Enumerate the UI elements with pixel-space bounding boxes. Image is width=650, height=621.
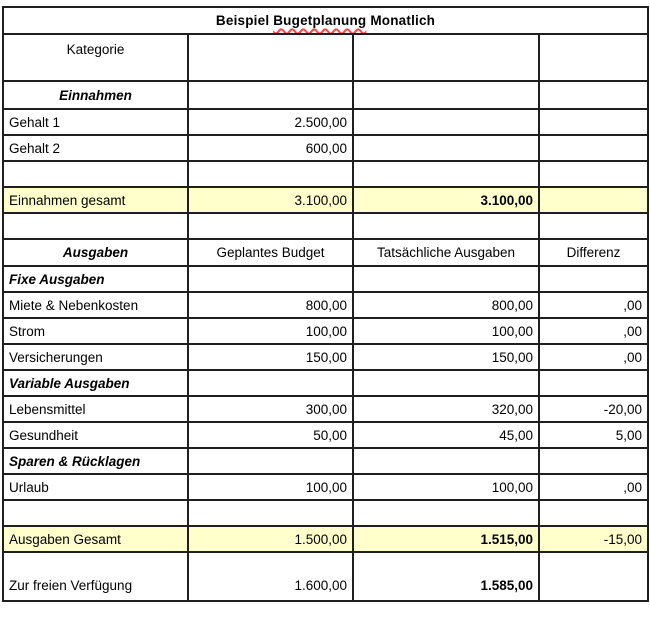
cell[interactable] xyxy=(353,81,539,109)
cell-planned[interactable]: 2.500,00 xyxy=(188,109,353,135)
cell[interactable] xyxy=(3,161,188,187)
cell[interactable] xyxy=(539,161,648,187)
cell-actual[interactable] xyxy=(353,135,539,161)
cell-actual[interactable]: 3.100,00 xyxy=(353,187,539,213)
cell[interactable] xyxy=(3,500,188,526)
cell-actual[interactable]: 320,00 xyxy=(353,396,539,422)
cell[interactable] xyxy=(188,370,353,396)
section-header-row xyxy=(3,266,648,292)
cell-label[interactable]: Versicherungen xyxy=(3,344,188,370)
empty-row xyxy=(3,161,648,187)
cell-label[interactable]: Ausgaben Gesamt xyxy=(3,526,188,552)
column-header-planned[interactable]: Geplantes Budget xyxy=(188,239,353,266)
cell-difference[interactable]: ,00 xyxy=(539,318,648,344)
cell[interactable] xyxy=(188,448,353,474)
cell-label[interactable]: Gesundheit xyxy=(3,422,188,448)
cell[interactable] xyxy=(539,370,648,396)
table-row xyxy=(3,474,648,500)
income-section-row xyxy=(3,81,648,109)
section-header-cell[interactable]: Fixe Ausgaben xyxy=(3,266,188,292)
cell-planned[interactable]: 300,00 xyxy=(188,396,353,422)
section-header-cell[interactable]: Variable Ausgaben xyxy=(3,370,188,396)
cell-planned[interactable]: 3.100,00 xyxy=(188,187,353,213)
category-header-cell[interactable]: Kategorie xyxy=(3,34,188,81)
cell-actual[interactable]: 100,00 xyxy=(353,318,539,344)
title-misspelled-word: Bugetplanung xyxy=(273,13,367,28)
cell-planned[interactable]: 50,00 xyxy=(188,422,353,448)
expenses-header-row xyxy=(3,239,648,266)
table-row xyxy=(3,344,648,370)
section-header-cell[interactable]: Sparen & Rücklagen xyxy=(3,448,188,474)
cell-actual[interactable]: 45,00 xyxy=(353,422,539,448)
expenses-total-row xyxy=(3,526,648,552)
cell[interactable] xyxy=(188,34,353,81)
table-row xyxy=(3,292,648,318)
cell-label[interactable]: Lebensmittel xyxy=(3,396,188,422)
table-row xyxy=(3,396,648,422)
cell-planned[interactable]: 1.600,00 xyxy=(188,552,353,601)
cell-difference[interactable]: -15,00 xyxy=(539,526,648,552)
budget-table xyxy=(2,6,649,602)
cell-actual[interactable]: 150,00 xyxy=(353,344,539,370)
cell[interactable] xyxy=(353,34,539,81)
title-row xyxy=(3,7,648,34)
cell[interactable] xyxy=(188,81,353,109)
cell[interactable] xyxy=(188,500,353,526)
cell[interactable] xyxy=(188,161,353,187)
cell[interactable] xyxy=(353,161,539,187)
cell-actual[interactable] xyxy=(353,109,539,135)
sheet-title-cell[interactable] xyxy=(3,7,648,34)
empty-row xyxy=(3,500,648,526)
income-section-label[interactable]: Einnahmen xyxy=(3,81,188,109)
category-header-row xyxy=(3,34,648,81)
cell-label[interactable]: Strom xyxy=(3,318,188,344)
title-suffix: Monatlich xyxy=(366,13,436,28)
cell-label[interactable]: Zur freien Verfügung xyxy=(3,552,188,601)
cell[interactable] xyxy=(539,448,648,474)
empty-row xyxy=(3,213,648,239)
cell-difference[interactable]: ,00 xyxy=(539,344,648,370)
section-header-row xyxy=(3,448,648,474)
cell[interactable] xyxy=(353,370,539,396)
cell[interactable] xyxy=(353,213,539,239)
cell[interactable] xyxy=(188,213,353,239)
section-header-row xyxy=(3,370,648,396)
cell[interactable] xyxy=(353,266,539,292)
table-row xyxy=(3,109,648,135)
cell-planned[interactable]: 1.500,00 xyxy=(188,526,353,552)
cell[interactable] xyxy=(539,34,648,81)
cell-label[interactable]: Miete & Nebenkosten xyxy=(3,292,188,318)
column-header-actual[interactable]: Tatsächliche Ausgaben xyxy=(353,239,539,266)
cell[interactable] xyxy=(353,448,539,474)
cell-planned[interactable]: 800,00 xyxy=(188,292,353,318)
cell[interactable] xyxy=(188,266,353,292)
cell-label[interactable]: Gehalt 1 xyxy=(3,109,188,135)
cell-difference[interactable] xyxy=(539,135,648,161)
cell-difference[interactable]: 5,00 xyxy=(539,422,648,448)
cell-label[interactable]: Urlaub xyxy=(3,474,188,500)
cell[interactable] xyxy=(539,266,648,292)
cell-planned[interactable]: 150,00 xyxy=(188,344,353,370)
cell-label[interactable]: Einnahmen gesamt xyxy=(3,187,188,213)
cell-difference[interactable] xyxy=(539,109,648,135)
cell[interactable] xyxy=(539,213,648,239)
cell-planned[interactable]: 600,00 xyxy=(188,135,353,161)
cell-difference[interactable]: -20,00 xyxy=(539,396,648,422)
cell-difference[interactable]: ,00 xyxy=(539,474,648,500)
cell-difference[interactable]: ,00 xyxy=(539,292,648,318)
title-prefix: Beispiel xyxy=(215,13,274,28)
cell-actual[interactable]: 100,00 xyxy=(353,474,539,500)
remaining-budget-row xyxy=(3,552,648,601)
cell[interactable] xyxy=(539,500,648,526)
cell-planned[interactable]: 100,00 xyxy=(188,474,353,500)
column-header-difference[interactable]: Differenz xyxy=(539,239,648,266)
cell-difference[interactable] xyxy=(539,552,648,601)
cell[interactable] xyxy=(353,500,539,526)
cell[interactable] xyxy=(3,213,188,239)
cell-label[interactable]: Gehalt 2 xyxy=(3,135,188,161)
income-total-row xyxy=(3,187,648,213)
cell-planned[interactable]: 100,00 xyxy=(188,318,353,344)
table-row xyxy=(3,135,648,161)
expenses-section-label[interactable]: Ausgaben xyxy=(3,239,188,266)
cell-actual[interactable]: 1.515,00 xyxy=(353,526,539,552)
cell-actual[interactable]: 800,00 xyxy=(353,292,539,318)
cell-actual[interactable]: 1.585,00 xyxy=(353,552,539,601)
table-row xyxy=(3,422,648,448)
cell-difference[interactable] xyxy=(539,187,648,213)
table-row xyxy=(3,318,648,344)
cell[interactable] xyxy=(539,81,648,109)
